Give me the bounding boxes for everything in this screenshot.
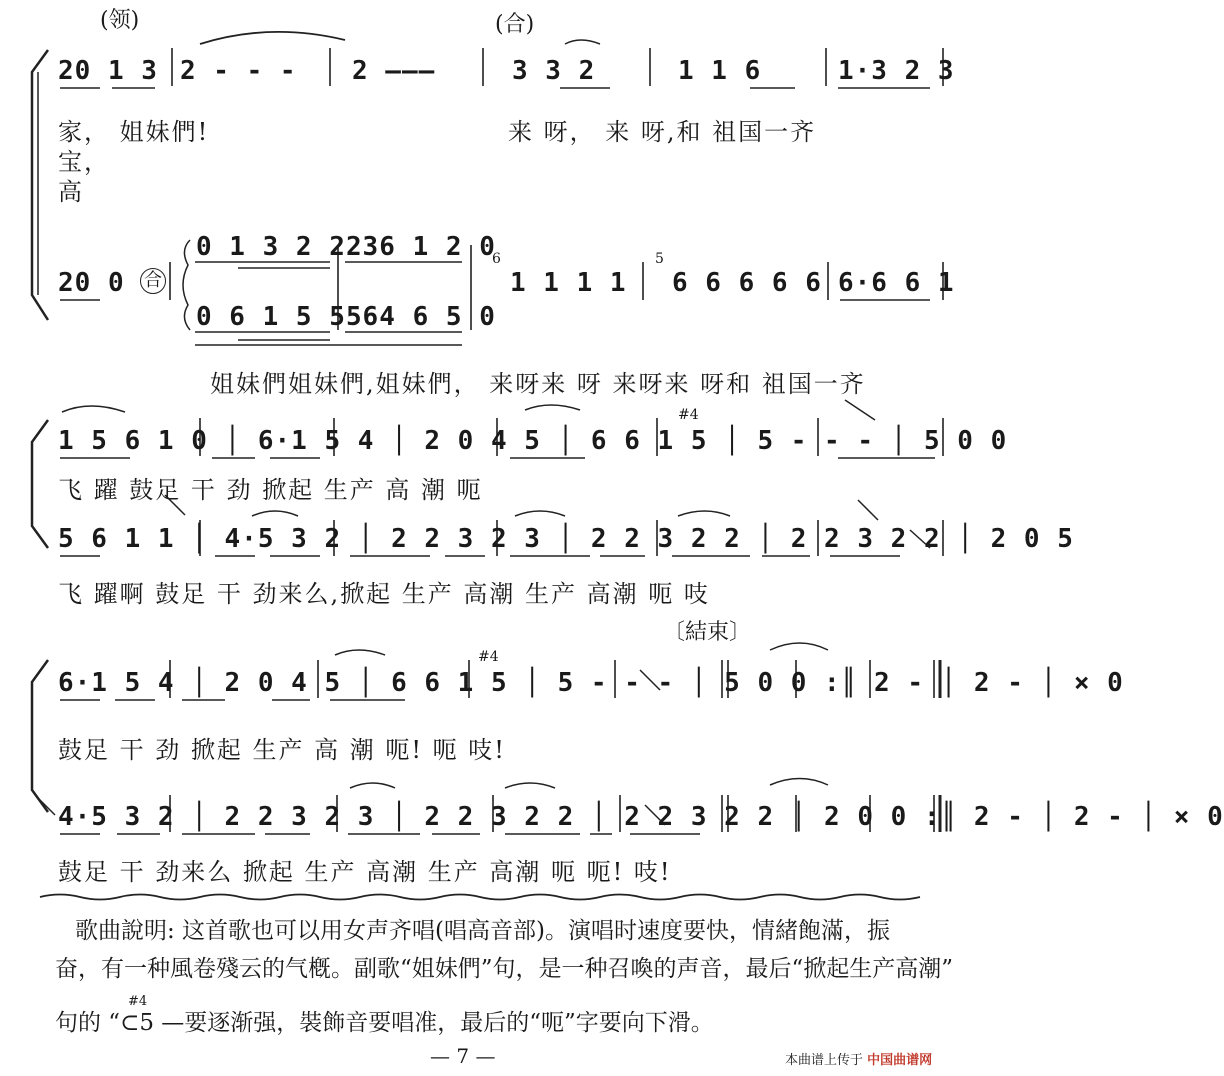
chorus-circle: 合 bbox=[140, 268, 166, 294]
grace-sharp4-s3: #4 bbox=[478, 649, 499, 665]
s1-upper-m1: 20 1 3 bbox=[58, 56, 158, 86]
s1-lower-lyrics: 姐妹們姐妹們,姐妹們， 来呀来 呀 来呀来 呀和 祖国一齐 bbox=[210, 370, 866, 398]
s3-upper-lyrics: 鼓足 干 劲 掀起 生产 高 潮 呃! 呃 吱! bbox=[58, 736, 506, 764]
s2-upper-lyrics: 飞 躍 鼓足 干 劲 掀起 生产 高 潮 呃 bbox=[58, 476, 483, 504]
s1-lower-m6: 6·6 6 1 bbox=[838, 268, 955, 298]
s1-lower-m2a: 0 1 3 2 2 3 bbox=[196, 232, 380, 262]
s1-upper-m6: 1·3 2 3 bbox=[838, 56, 955, 86]
watermark-prefix: 本曲谱上传于 bbox=[785, 1053, 864, 1068]
system2-bracket bbox=[32, 420, 48, 548]
notes-line1: 歌曲說明: 这首歌也可以用女声齐唱(唱高音部)。演唱时速度要快，情緒飽滿，振 bbox=[75, 918, 891, 944]
s1-lyric-line2: 宝， bbox=[58, 148, 110, 176]
ending-marker: 〔結束〕 bbox=[663, 620, 752, 645]
s1-lyric-right: 来 呀， 来 呀,和 祖国一齐 bbox=[508, 118, 817, 146]
s1-lyric-line1: 家， 姐妹們! bbox=[58, 118, 210, 146]
system3-bracket bbox=[32, 660, 48, 812]
lead-marker: (领) bbox=[100, 8, 140, 33]
s2-lower-notes: 5 6 1 1 │ 4·5 3 2 │ 2 2 3 2 3 │ 2 2 3 2 2 │ 2 2 3 2 2 │ 2 0 5 bbox=[58, 524, 1074, 554]
system1-bracket bbox=[32, 50, 48, 320]
s1-lower-m2b: 0 6 1 5 5 6 bbox=[196, 302, 380, 332]
page-number: — 7 — bbox=[430, 1044, 496, 1068]
s2-lower-lyrics: 飞 躍啊 鼓足 干 劲来么,掀起 生产 高潮 生产 高潮 呃 吱 bbox=[58, 580, 710, 608]
notes-line3: 句的 “⊂5 —要逐渐强，裝飾音要唱准，最后的“呃”字要向下滑。 bbox=[55, 1010, 714, 1036]
grace-six: 6 bbox=[492, 251, 501, 267]
s1-upper-m5: 1 1 6 bbox=[678, 56, 762, 86]
chorus-marker: (合) bbox=[495, 12, 535, 37]
notes-line2: 奋，有一种風卷殘云的气槪。副歌“姐妹們”句，是一种召喚的声音，最后“掀起生产高潮” bbox=[55, 956, 954, 982]
s1-lyric-line3: 高 bbox=[58, 178, 84, 206]
s1-lower-m3a: 2 6 1 2 0 bbox=[346, 232, 496, 262]
s1-lower-m1: 20 0 bbox=[58, 268, 125, 298]
notes-sharp4: #4 bbox=[128, 994, 148, 1009]
s3-upper-notes: 6·1 5 4 │ 2 0 4 5 │ 6 6 1 5 │ 5 - - - │ 5 0 0 :║ 2 - │ 2 - │ × 0 bbox=[58, 668, 1124, 698]
s1-lower-m3b: 5 4 6 5 0 bbox=[346, 302, 496, 332]
watermark bbox=[785, 1054, 932, 1067]
s1-lower-m5: 6 6 6 6 6 bbox=[672, 268, 822, 298]
s1-lower-m4: 1 1 1 1 bbox=[510, 268, 627, 298]
watermark-site: 中国曲谱网 bbox=[867, 1053, 933, 1068]
s3-lower-lyrics: 鼓足 干 劲来么 掀起 生产 高潮 生产 高潮 呃 呃! 吱! bbox=[58, 858, 672, 886]
s1-upper-m2: 2 - - - bbox=[180, 56, 297, 86]
s1-upper-m3: 2 ——— bbox=[352, 56, 436, 86]
grace-five: 5 bbox=[655, 251, 664, 267]
s3-lower-notes: 4·5 3 2 │ 2 2 3 2 3 │ 2 2 3 2 2 │ 2 2 3 2 2 │ 2 0 0 :║ 2 - │ 2 - │ × 0 bbox=[58, 802, 1224, 832]
s1-upper-m4: 3 3 2 bbox=[512, 56, 596, 86]
s2-upper-notes: 1 5 6 1 0 │ 6·1 5 4 │ 2 0 4 5 │ 6 6 1 5 │ 5 - - - │ 5 0 0 bbox=[58, 426, 1008, 456]
grace-sharp4-s2: #4 bbox=[678, 407, 699, 423]
separator-line bbox=[40, 895, 920, 900]
